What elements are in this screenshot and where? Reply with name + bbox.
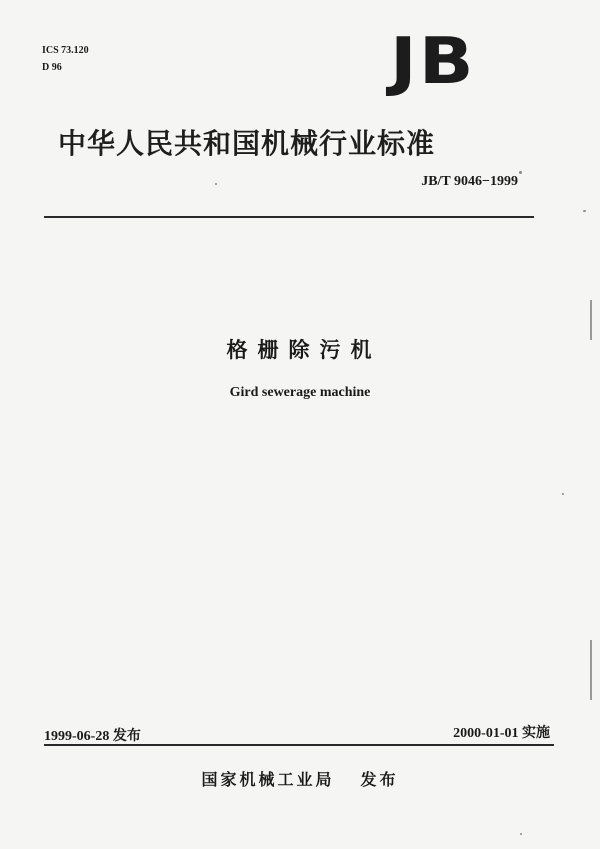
implementation-label: 实施 <box>522 726 550 741</box>
publisher-action: 发布 <box>360 770 399 789</box>
document-title-chinese: 格栅除污机 <box>226 338 382 362</box>
implementation-date-line <box>453 722 550 742</box>
scan-speck <box>562 493 564 495</box>
scan-edge-mark <box>590 640 592 700</box>
scan-speck <box>520 833 522 835</box>
issue-label: 发布 <box>112 729 141 744</box>
publisher-name: 国家机械工业局 <box>201 770 335 789</box>
scan-speck <box>519 171 522 174</box>
standard-number: JB/T 9046−1999 <box>421 174 518 189</box>
scan-speck <box>215 183 217 185</box>
ics-code: ICS 73.120 <box>42 45 89 56</box>
implementation-date: 2000-01-01 <box>453 726 519 741</box>
ccs-code: D 96 <box>42 62 62 73</box>
scan-speck <box>583 210 586 212</box>
footer-divider <box>44 744 554 746</box>
classification-codes <box>42 42 89 76</box>
issue-date-line <box>44 725 141 745</box>
scan-edge-mark <box>590 300 592 340</box>
header-divider <box>44 216 534 218</box>
jb-logo: JB <box>390 25 476 99</box>
document-title-english: Gird sewerage machine <box>229 385 371 400</box>
issue-date: 1999-06-28 <box>44 729 110 744</box>
publisher-line <box>0 767 600 790</box>
standard-category-title: 中华人民共和国机械行业标准 <box>58 127 436 160</box>
